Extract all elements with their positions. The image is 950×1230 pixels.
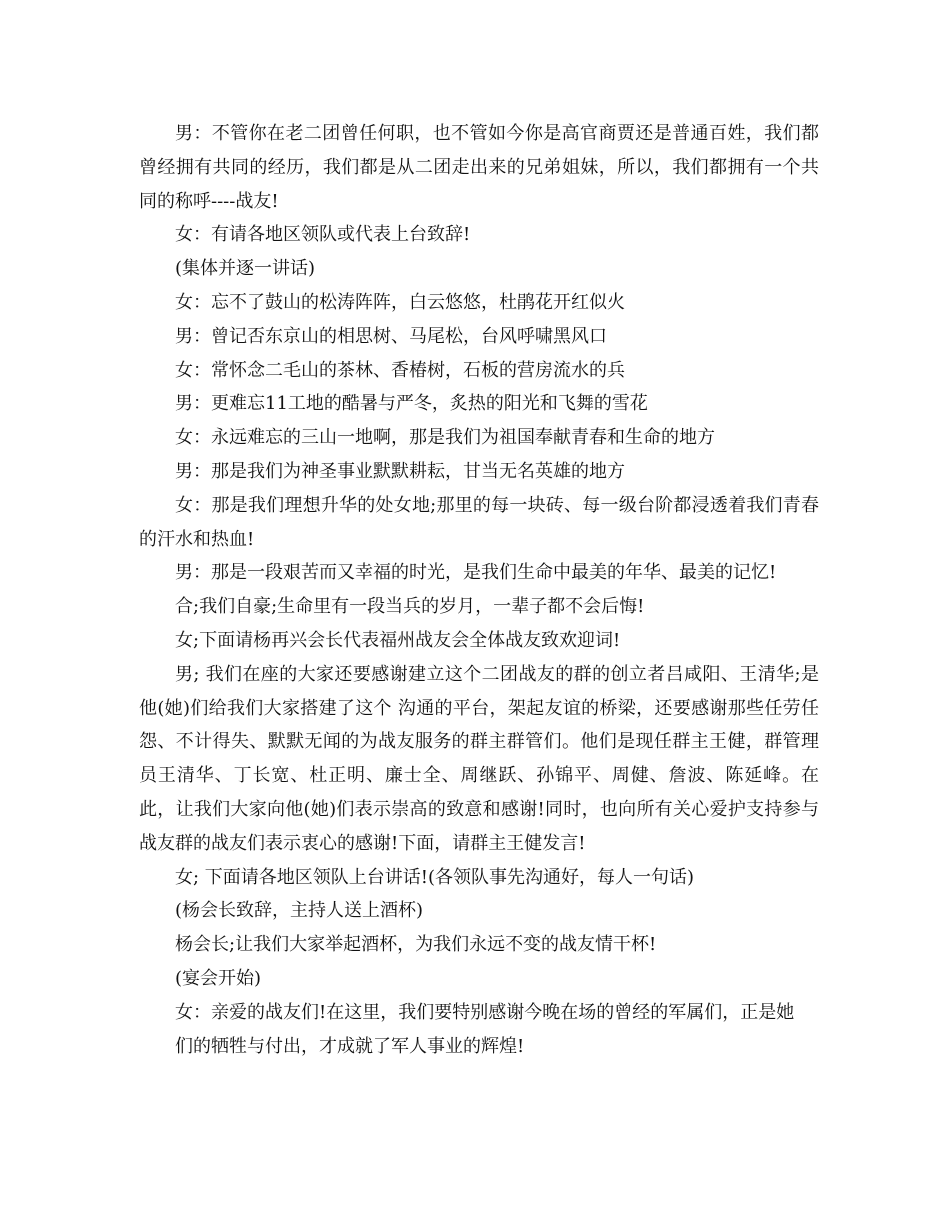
- paragraph: 女：永远难忘的三山一地啊，那是我们为祖国奉献青春和生命的地方: [175, 427, 715, 449]
- paragraph: 女：有请各地区领队或代表上台致辞!: [175, 224, 471, 246]
- paragraph: 男：那是我们为神圣事业默默耕耘，甘当无名英雄的地方: [175, 460, 625, 482]
- paragraph: 女：亲爱的战友们!在这里，我们要特别感谢今晚在场的曾经的军属们，正是她: [175, 1001, 795, 1023]
- document-body: [139, 117, 819, 1063]
- paragraph: 女; 下面请各地区领队上台讲话!(各领队事先沟通好，每人一句话): [175, 866, 695, 888]
- paragraph: 们的牺牲与付出，才成就了军人事业的辉煌!: [175, 1035, 525, 1057]
- paragraph: 男; 我们在座的大家还要感谢建立这个二团战友的群的创立者吕咸阳、王清华;是他(她)们给我们大家搭建了这个 沟通的平台，架起友谊的桥梁，还要感谢那些任劳任怨、不计得失、默默无闻的为战友服务的群主群管们。他们是现任群主王健，群管理员王清华、丁长宽、杜正明、廉士全、周继跃、孙锦平、周健、詹波、陈延峰。在此，让我们大家向他(她)们表示崇高的致意和感谢!同时，也向所有关心爱护支持参与战友群的战友们表示衷心的感谢!下面，请群主王健发言!: [139, 663, 819, 854]
- paragraph: 男：曾记否东京山的相思树、马尾松，台风呼啸黑风口: [175, 325, 607, 347]
- paragraph: 女：常怀念二毛山的茶林、香椿树，石板的营房流水的兵: [175, 359, 625, 381]
- paragraph: (杨会长致辞，主持人送上酒杯): [175, 900, 424, 922]
- paragraph: 女;下面请杨再兴会长代表福州战友会全体战友致欢迎词!: [175, 629, 621, 651]
- paragraph: (宴会开始): [175, 967, 262, 989]
- paragraph: (集体并逐一讲话): [175, 258, 316, 280]
- paragraph: 男：不管你在老二团曾任何职，也不管如今你是高官商贾还是普通百姓，我们都曾经拥有共同的经历，我们都是从二团走出来的兄弟姐妹，所以，我们都拥有一个共同的称呼----战友!: [139, 123, 819, 212]
- paragraph: 女：那是我们理想升华的处女地;那里的每一块砖、每一级台阶都浸透着我们青春的汗水和热血!: [139, 494, 819, 550]
- paragraph: 男：更难忘11工地的酷暑与严冬，炙热的阳光和飞舞的雪花: [175, 393, 648, 415]
- paragraph: 女：忘不了鼓山的松涛阵阵，白云悠悠，杜鹃花开红似火: [175, 291, 625, 313]
- paragraph: 杨会长;让我们大家举起酒杯，为我们永远不变的战友情干杯!: [175, 934, 657, 956]
- paragraph: 男：那是一段艰苦而又幸福的时光，是我们生命中最美的年华、最美的记忆!: [175, 562, 777, 584]
- paragraph: 合;我们自豪;生命里有一段当兵的岁月，一辈子都不会后悔!: [175, 596, 645, 618]
